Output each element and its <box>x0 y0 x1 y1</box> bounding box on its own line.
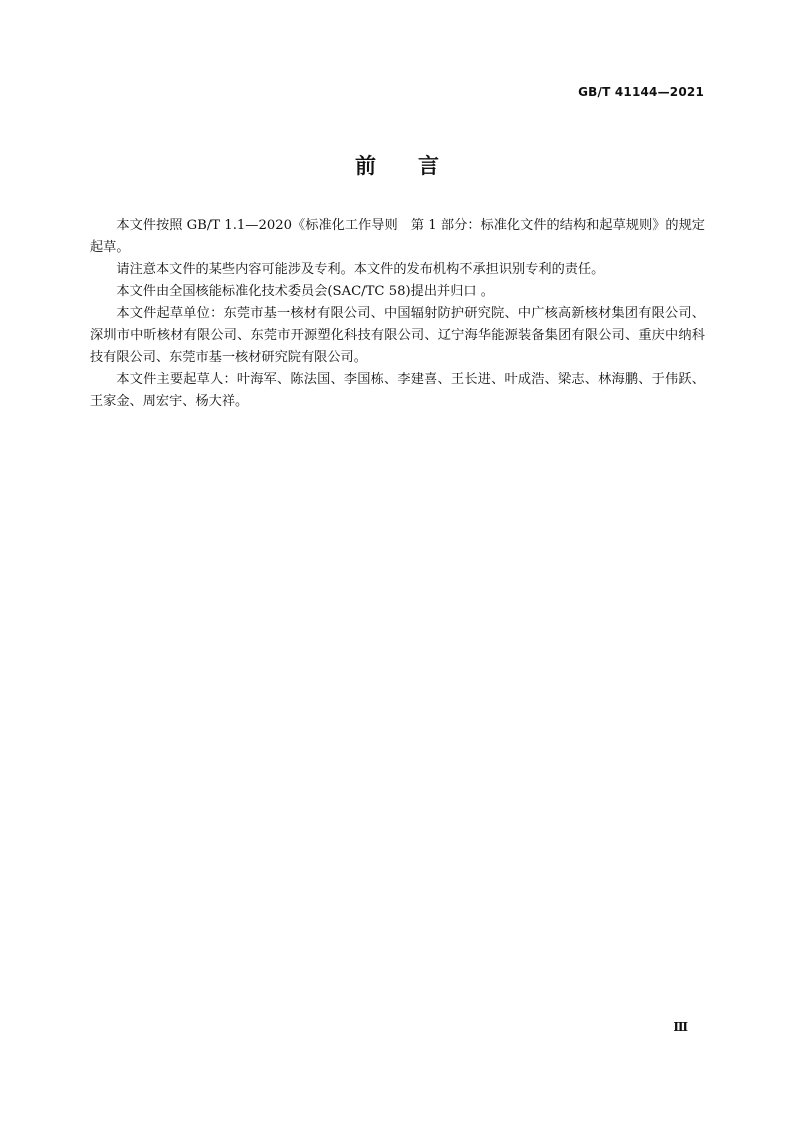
standard-code: GB/T 41144—2021 <box>578 85 704 99</box>
paragraph-proposer: 本文件由全国核能标准化技术委员会(SAC/TC 58)提出并归口 。 <box>116 284 494 299</box>
paragraph-drafters: 本文件主要起草人：叶海军、陈法国、李国栋、李建喜、王长进、叶成浩、梁志、林海鹏、于伟跃、王家金、周宏宇、杨大祥。 <box>90 372 705 409</box>
paragraph-patent-notice: 请注意本文件的某些内容可能涉及专利。本文件的发布机构不承担识别专利的责任。 <box>116 262 605 277</box>
page-title <box>0 150 794 180</box>
paragraph-drafting-units: 本文件起草单位：东莞市基一核材有限公司、中国辐射防护研究院、中广核高新核材集团有限公司、深圳市中昕核材有限公司、东莞市开源塑化科技有限公司、辽宁海华能源装备集团有限公司、重庆中纳科技有限公司、东莞市基一核材研究院有限公司。 <box>90 306 705 365</box>
title-char-2: 言 <box>418 154 439 178</box>
title-char-1: 前 <box>355 154 376 178</box>
paragraph-drafting-rules: 本文件按照 GB/T 1.1—2020《标准化工作导则 第 1 部分：标准化文件的结构和起草规则》的规定起草。 <box>90 218 705 255</box>
page-number: Ⅲ <box>673 1020 688 1034</box>
preface-body <box>90 215 705 413</box>
